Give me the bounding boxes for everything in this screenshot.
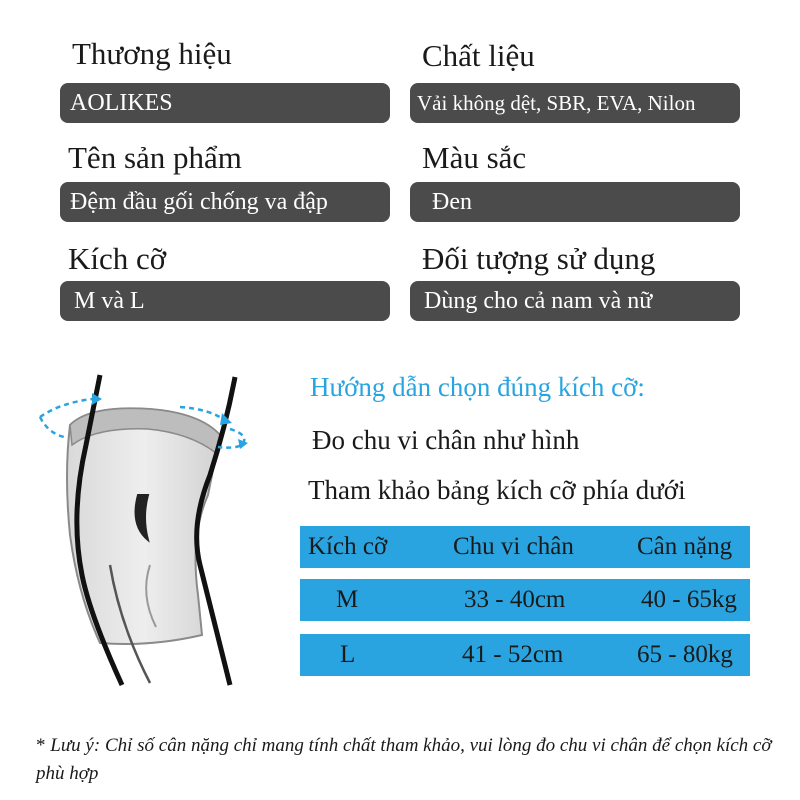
- size-table-header-weight: Cân nặng: [637, 533, 733, 560]
- size-table-row-m-circumference: 33 - 40cm: [464, 586, 566, 613]
- size-value: M và L: [60, 281, 390, 321]
- brand-value: AOLIKES: [60, 83, 390, 123]
- user-value: Dùng cho cả nam và nữ: [410, 281, 740, 321]
- size-table-row-l-circumference: 41 - 52cm: [462, 641, 564, 668]
- brand-label: Thương hiệu: [72, 36, 232, 71]
- user-label: Đối tượng sử dụng: [422, 241, 656, 276]
- product-label: Tên sản phẩm: [68, 140, 242, 175]
- note-asterisk: *: [36, 735, 46, 756]
- size-label: Kích cỡ: [68, 241, 167, 276]
- size-table-header-circumference: Chu vi chân: [453, 533, 574, 560]
- material-label: Chất liệu: [422, 38, 535, 73]
- size-table-row-m-weight: 40 - 65kg: [641, 586, 737, 613]
- size-table-row-l-size: L: [340, 641, 356, 668]
- measure-arrow-left-return: [40, 417, 64, 437]
- note-text: Lưu ý: Chỉ số cân nặng chỉ mang tính chất tham khảo, vui lòng đo chu vi chân để chọn kích cỡ phù hợp: [36, 735, 772, 784]
- size-table-row-m-size: M: [336, 586, 359, 613]
- weight-note: [36, 732, 776, 788]
- size-guide-title: Hướng dẫn chọn đúng kích cỡ:: [310, 372, 645, 402]
- size-guide-line-1: Đo chu vi chân như hình: [312, 425, 580, 455]
- size-table-row-l-weight: 65 - 80kg: [637, 641, 733, 668]
- product-value: Đệm đầu gối chống va đập: [60, 182, 390, 222]
- material-value: Vải không dệt, SBR, EVA, Nilon: [410, 83, 740, 123]
- size-table-header-size: Kích cỡ: [308, 533, 388, 560]
- size-guide-line-2: Tham khảo bảng kích cỡ phía dưới: [308, 475, 686, 505]
- knee-pad-illustration: [30, 365, 270, 695]
- measure-arrow-left: [40, 399, 92, 417]
- color-label: Màu sắc: [422, 140, 527, 175]
- color-value: Đen: [410, 182, 740, 222]
